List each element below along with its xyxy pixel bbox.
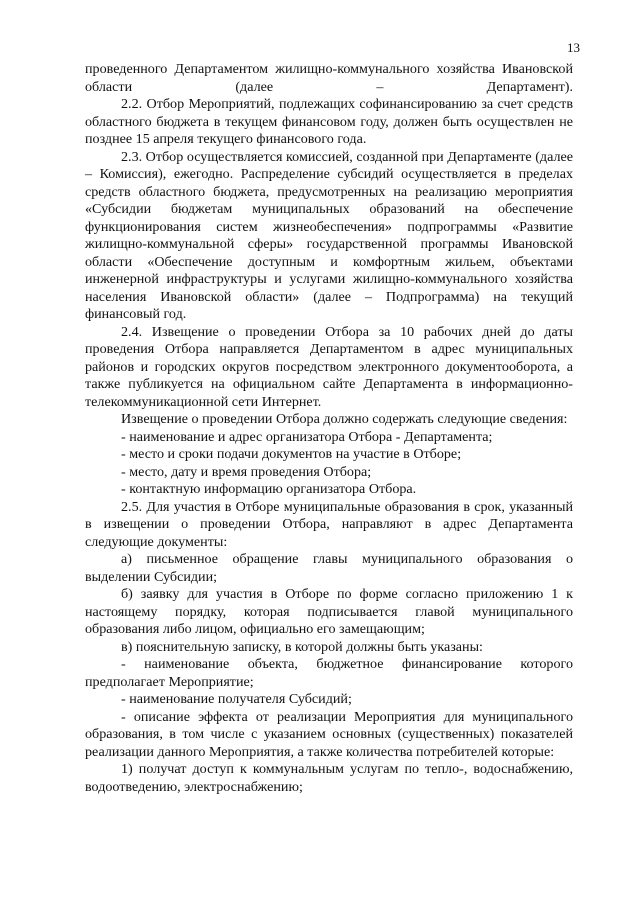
paragraph-2-3: 2.3. Отбор осуществляется комиссией, созданной при Департаменте (далее – Комиссия), ежегодно. Распределение субсидий осуществляется в пределах средств областного бюджета, предусмотренных на реализацию мероприятия «Субсидии бюджетам муниципальных образований на обеспечение функционирования систем жизнеобеспечения» подпрограммы «Развитие жилищно-коммунальной сферы» государственной программы Ивановской области «Обеспечение доступным и комфортным жильем, объектами инженерной инфраструктуры и услугами жилищно-коммунального хозяйства населения Ивановской области» (далее – Подпрограмма) на текущий финансовый год. bbox=[85, 148, 573, 322]
list-item-v: в) пояснительную записку, в которой должны быть указаны: bbox=[121, 638, 483, 655]
paragraph-continuation: проведенного Департаментом жилищно-коммунального хозяйства Ивановской области (далее – Департамент). bbox=[85, 61, 573, 95]
paragraph-notice-contents: Извещение о проведении Отбора должно содержать следующие сведения: bbox=[121, 411, 568, 427]
list-item-1: 1) получат доступ к коммунальным услугам по тепло-, водоснабжению, водоотведению, электроснабжению; bbox=[85, 761, 573, 795]
paragraph-2-5: 2.5. Для участия в Отборе муниципальные образования в срок, указанный в извещении о проведении Отбора, направляют в адрес Департамента следующие документы: bbox=[85, 498, 573, 550]
list-item: - место, дату и время проведения Отбора; bbox=[121, 463, 372, 480]
list-item: - место и сроки подачи документов на участие в Отборе; bbox=[121, 446, 462, 462]
list-item: - наименование объекта, бюджетное финансирование которого предполагает Мероприятие; bbox=[85, 656, 573, 690]
paragraph-2-2: 2.2. Отбор Мероприятий, подлежащих софинансированию за счет средств областного бюджета в текущем финансовом году, должен быть осуществлен не позднее 15 апреля текущего финансового года. bbox=[85, 96, 573, 147]
list-item-b: б) заявку для участия в Отборе по форме согласно приложению 1 к настоящему порядку, которая подписывается главой муниципального образования либо лицом, официально его замещающим; bbox=[85, 586, 573, 637]
page-number: 13 bbox=[567, 40, 580, 55]
list-item: - наименование получателя Субсидий; bbox=[121, 691, 352, 707]
paragraph-2-4: 2.4. Извещение о проведении Отбора за 10 рабочих дней до даты проведения Отбора направляется Департаментом в адрес муниципальных районов и городских округов посредством электронного документооборота, а также публикуется на официальном сайте Департамента в информационно-телекоммуникационной сети Интернет. bbox=[85, 323, 573, 410]
list-item-a: а) письменное обращение главы муниципального образования о выделении Субсидии; bbox=[85, 551, 573, 585]
document-body bbox=[85, 61, 573, 796]
list-item: - контактную информацию организатора Отбора. bbox=[121, 481, 417, 497]
list-item: - описание эффекта от реализации Мероприятия для муниципального образования, в том числе с указанием основных (существенных) показателей реализации данного Мероприятия, а также количества потребителей которые: bbox=[85, 708, 573, 760]
list-item: - наименование и адрес организатора Отбора - Департамента; bbox=[121, 428, 493, 445]
